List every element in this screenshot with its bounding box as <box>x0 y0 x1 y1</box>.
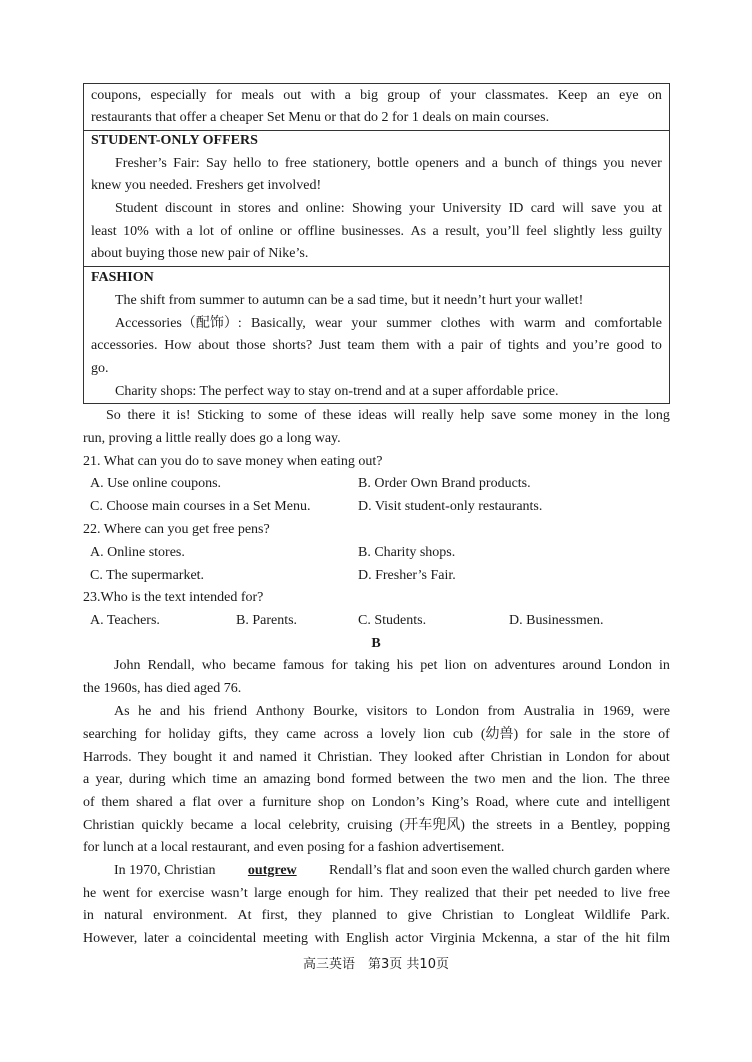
text-line: The shift from summer to autumn can be a sad time, but it needn’t hurt your wallet! <box>115 293 584 308</box>
passage-text: Rendall’s flat and soon even the walled church garden where <box>329 863 670 878</box>
passage-line: However, later a coincidental meeting with English actor Virginia Mckenna, a star of the hit film <box>83 931 670 946</box>
question-23-option-c[interactable]: C. Students. <box>358 613 427 628</box>
question-22-option-d[interactable]: D. Fresher’s Fair. <box>358 568 456 583</box>
text-line: knew you needed. Freshers get involved! <box>91 178 322 193</box>
question-23-option-a[interactable]: A. Teachers. <box>90 613 160 628</box>
passage-line: Harrods. They bought it and named it Christian. They looked after Christian in London for about <box>83 750 670 765</box>
text-line: Student discount in stores and online: Showing your University ID card will save you at <box>115 201 662 216</box>
question-21-option-c[interactable]: C. Choose main courses in a Set Menu. <box>90 499 311 514</box>
question-22-option-a[interactable]: A. Online stores. <box>90 545 185 560</box>
text-line: coupons, especially for meals out with a big group of your classmates. Keep an eye on <box>91 88 662 103</box>
question-21-option-b[interactable]: B. Order Own Brand products. <box>358 476 531 491</box>
page-footer: 高三英语 第3页 共10页 <box>303 957 449 972</box>
passage-line: the 1960s, has died aged 76. <box>83 681 242 696</box>
question-22-stem: 22. Where can you get free pens? <box>83 522 270 537</box>
question-23-option-d[interactable]: D. Businessmen. <box>509 613 604 628</box>
text-line: Charity shops: The perfect way to stay on-trend and at a super affordable price. <box>115 384 559 399</box>
text-line: go. <box>91 361 109 376</box>
section-heading: STUDENT-ONLY OFFERS <box>91 133 258 148</box>
text-line: accessories. How about those shorts? Just team them with a pair of tights and you’re good to <box>91 338 662 353</box>
passage-line <box>114 861 670 881</box>
section-heading: FASHION <box>91 270 154 285</box>
question-22-option-c[interactable]: C. The supermarket. <box>90 568 205 583</box>
underlined-word: outgrew <box>247 863 297 878</box>
text-line: about buying those new pair of Nike’s. <box>91 246 309 261</box>
coupons-box <box>83 83 670 131</box>
passage-line: Christian quickly became a local celebrity, cruising (开车兜风) the streets in a Bentley, popping <box>83 818 670 833</box>
passage-line: in natural environment. At first, they planned to give Christian to Longleat Wildlife Park. <box>83 908 670 923</box>
text-line: least 10% with a lot of online or offline businesses. As a result, you’ll feel slightly less guilty <box>91 224 662 239</box>
question-22-option-b[interactable]: B. Charity shops. <box>358 545 456 560</box>
question-23-option-b[interactable]: B. Parents. <box>236 613 298 628</box>
passage-line: searching for holiday gifts, they came across a lovely lion cub (幼兽) for sale in the store of <box>83 727 670 742</box>
fashion-box <box>83 266 670 404</box>
question-23-stem: 23.Who is the text intended for? <box>83 590 264 605</box>
passage-text: In 1970, Christian <box>114 863 216 878</box>
student-only-offers-box <box>83 129 670 267</box>
conclusion-line: run, proving a little really does go a long way. <box>83 431 341 446</box>
question-21-stem: 21. What can you do to save money when eating out? <box>83 454 383 469</box>
text-line: restaurants that offer a cheaper Set Menu or that do 2 for 1 deals on main courses. <box>91 110 550 125</box>
passage-line: John Rendall, who became famous for taking his pet lion on adventures around London in <box>114 658 670 673</box>
text-line: Accessories（配饰）: Basically, wear your summer clothes with warm and comfortable <box>115 316 662 331</box>
question-21-option-d[interactable]: D. Visit student-only restaurants. <box>358 499 543 514</box>
passage-line: for lunch at a local restaurant, and even posing for a fashion advertisement. <box>83 840 505 855</box>
conclusion-line: So there it is! Sticking to some of these ideas will really help save some money in the long <box>106 408 670 423</box>
text-line: Fresher’s Fair: Say hello to free stationery, bottle openers and a bunch of things you never <box>115 156 662 171</box>
section-b-label: B <box>371 636 381 651</box>
passage-line: of them shared a flat over a furniture shop on London’s King’s Road, where cute and intelligent <box>83 795 670 810</box>
passage-line: a year, during which time an amazing bond formed between the two men and the lion. The three <box>83 772 670 787</box>
question-21-option-a[interactable]: A. Use online coupons. <box>90 476 222 491</box>
passage-line: he went for exercise wasn’t large enough for him. They realized that their pet needed to live free <box>83 886 670 901</box>
passage-line: As he and his friend Anthony Bourke, visitors to London from Australia in 1969, were <box>114 704 670 719</box>
